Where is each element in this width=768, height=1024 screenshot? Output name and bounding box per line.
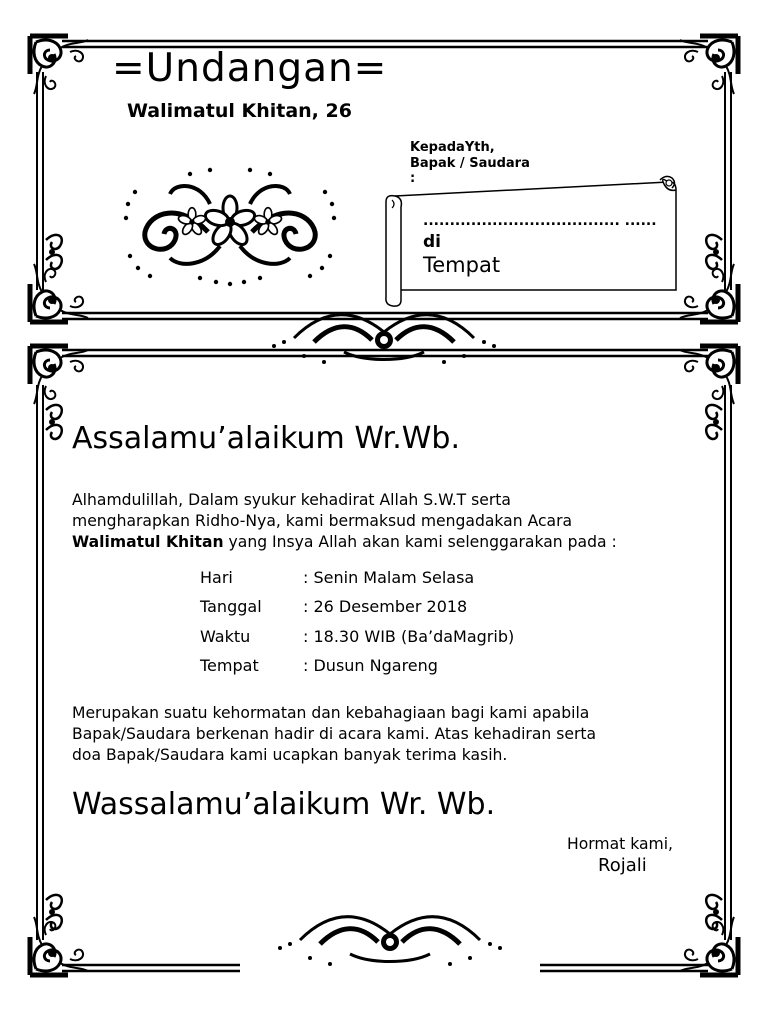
- signer-name: Rojali: [598, 855, 647, 876]
- outro-paragraph: [72, 703, 732, 766]
- recipient-to-label: KepadaYth,: [410, 140, 495, 155]
- detail-value: : Dusun Ngareng: [303, 656, 438, 675]
- event-subtitle: Walimatul Khitan, 26: [127, 100, 352, 122]
- outro-line: Merupakan suatu kehormatan dan kebahagiaan bagi kami apabila: [72, 704, 590, 722]
- recipient-title: Bapak / Saudara: [410, 156, 530, 171]
- outro-line: doa Bapak/Saudara kami ucapkan banyak terima kasih.: [72, 746, 508, 764]
- opening-greeting: Assalamu’alaikum Wr.Wb.: [72, 421, 460, 456]
- lace-divider-icon: [278, 917, 502, 966]
- intro-paragraph: [72, 490, 732, 553]
- intro-line: [72, 532, 732, 553]
- event-name-bold: Walimatul Khitan: [72, 533, 224, 551]
- detail-label: Waktu: [200, 627, 251, 646]
- closing-greeting: Wassalamu’alaikum Wr. Wb.: [72, 787, 496, 822]
- intro-line-rest: yang Insya Allah akan kami selenggarakan pada :: [223, 533, 617, 551]
- detail-label: Hari: [200, 568, 233, 587]
- recipient-place: Tempat: [423, 253, 501, 277]
- intro-line: Alhamdulillah, Dalam syukur kehadirat Allah S.W.T serta: [72, 491, 511, 509]
- outro-line: Bapak/Saudara berkenan hadir di acara kami. Atas kehadiran serta: [72, 725, 597, 743]
- detail-value: : Senin Malam Selasa: [303, 568, 475, 587]
- recipient-di-label: di: [423, 232, 441, 252]
- detail-value: : 18.30 WIB (Ba’daMagrib): [303, 627, 515, 646]
- detail-value: : 26 Desember 2018: [303, 597, 468, 616]
- recipient-colon: :: [410, 171, 416, 186]
- detail-label: Tanggal: [200, 597, 262, 616]
- floral-motif-icon: [124, 168, 336, 286]
- invitation-title: =Undangan=: [112, 46, 388, 91]
- intro-line: mengharapkan Ridho-Nya, kami bermaksud mengadakan Acara: [72, 512, 573, 530]
- regards-label: Hormat kami,: [567, 835, 674, 853]
- recipient-name-blank: ..................................... ......: [423, 213, 657, 229]
- detail-label: Tempat: [200, 656, 259, 675]
